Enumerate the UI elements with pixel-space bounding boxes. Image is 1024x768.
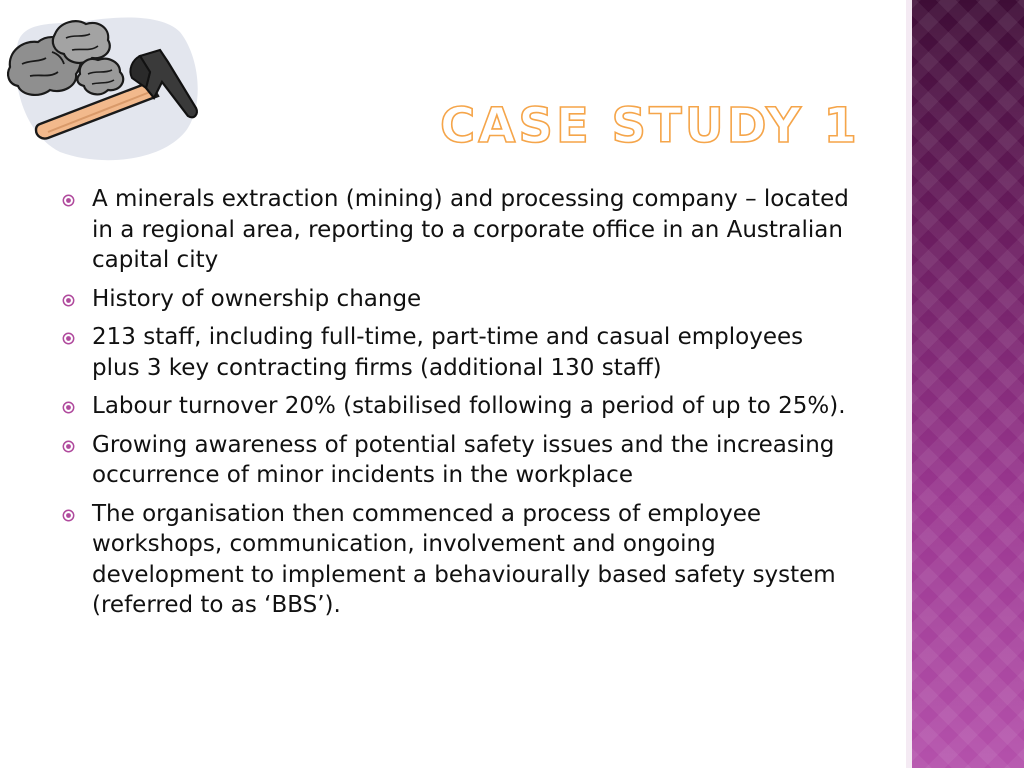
circled-dot-bullet-icon bbox=[62, 294, 75, 307]
bullet-text: Growing awareness of potential safety issues and the increasing occurrence of minor incidents in the workplace bbox=[92, 431, 835, 488]
bullet-text: History of ownership change bbox=[92, 285, 422, 312]
bullet-item bbox=[62, 284, 852, 315]
slide-title: CASE STUDY 1 bbox=[440, 98, 860, 154]
circled-dot-bullet-icon bbox=[62, 332, 75, 345]
bullet-item bbox=[62, 430, 852, 491]
bullet-item bbox=[62, 322, 852, 383]
bullet-item bbox=[62, 499, 852, 621]
bullet-list bbox=[62, 184, 852, 629]
bullet-text: 213 staff, including full-time, part-time and casual employees plus 3 key contracting firms (additional 130 staff) bbox=[92, 324, 804, 381]
rocks-and-hammer-icon bbox=[0, 12, 210, 162]
decorative-side-band bbox=[912, 0, 1024, 768]
circled-dot-bullet-icon bbox=[62, 194, 75, 207]
circled-dot-bullet-icon bbox=[62, 440, 75, 453]
bullet-text: A minerals extraction (mining) and processing company – located in a regional area, reporting to a corporate office in an Australian capital city bbox=[92, 186, 849, 273]
bullet-text: The organisation then commenced a process of employee workshops, communication, involvement and ongoing development to implement a behaviourally based safety system (referred to as ‘BBS’). bbox=[92, 500, 836, 618]
bullet-item bbox=[62, 391, 852, 422]
bullet-item bbox=[62, 184, 852, 276]
circled-dot-bullet-icon bbox=[62, 509, 75, 522]
circled-dot-bullet-icon bbox=[62, 401, 75, 414]
bullet-text: Labour turnover 20% (stabilised following a period of up to 25%). bbox=[92, 393, 846, 419]
